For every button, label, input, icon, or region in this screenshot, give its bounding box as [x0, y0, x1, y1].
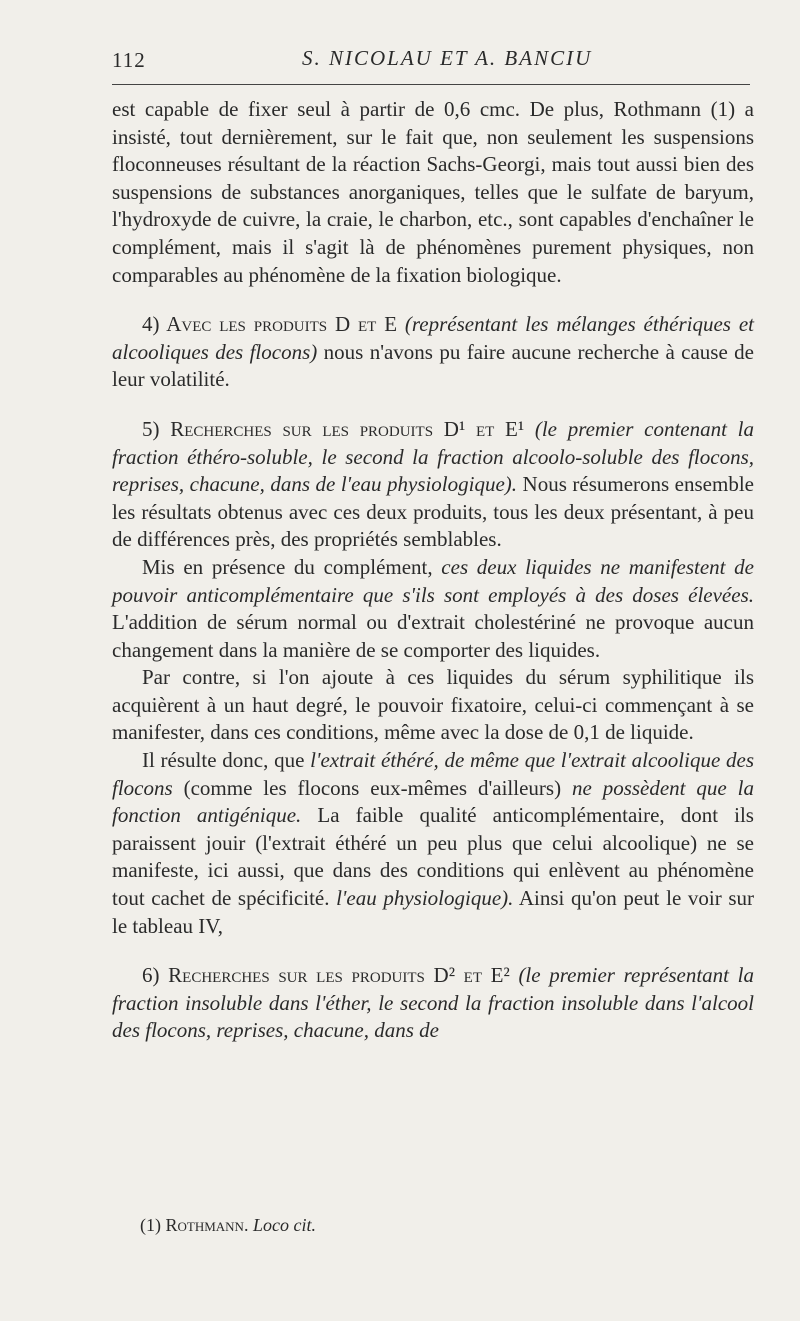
paragraph: est capable de fixer seul à partir de 0,6 cmc. De plus, Rothmann (1) a insisté, tout dernièrement, sur le fait que, non seulement les suspensions floconneuses résultant de la réaction Sachs-Georgi, mais tout aussi bien des suspensions de substances anorganiques, telles que le sulfate de baryum, l'hydroxyde de cuivre, la craie, le charbon, etc., sont capables d'enchaîner le complément, mais il s'agit là de phénomènes purement physiques, non comparables au phénomène de la fixation biologique.	[112, 97, 754, 287]
footnote-marker: (1)	[140, 1215, 161, 1235]
body-text	[112, 96, 754, 1045]
section-heading: 6) Recherches sur les produits D² et E²	[142, 963, 510, 988]
paragraph: Mis en présence du complément, ces deux liquides ne manifestent de pouvoir anticomplémentaire que s'ils sont employés à des doses élevées. L'addition de sérum normal ou d'extrait cholestériné ne provoque aucun changement dans la manière de se comporter des liquides.	[112, 554, 754, 662]
running-head: S. NICOLAU ET A. BANCIU	[302, 46, 593, 70]
footnote-ref: Loco cit.	[252, 1215, 316, 1235]
paragraph-section-4: 4) Avec les produits D et E (représentant les mélanges éthériques et alcooliques des flocons) nous n'avons pu faire aucune recherche à cause de leur volatilité.	[112, 312, 755, 392]
footnote	[140, 1215, 316, 1236]
page-header	[112, 44, 750, 80]
paragraph-section-5: 5) Recherches sur les produits D¹ et E¹ (le premier contenant la fraction éthéro-soluble, le second la fraction alcoolo-soluble des flocons, reprises, chacune, dans de l'eau physiologique). Nous résumerons ensemble les résultats obtenus avec ces deux produits, tous les deux présentant, à peu de différences près, des propriétés semblables.	[112, 416, 754, 552]
section-heading: 4) Avec les produits D et E	[142, 312, 398, 337]
header-rule	[112, 84, 750, 85]
paragraph: Il résulte donc, que l'extrait éthéré, de même que l'extrait alcoolique des flocons (comme les flocons eux-mêmes d'ailleurs) ne possèdent que la fonction antigénique. La faible qualité anticomplémentaire, dont ils paraissent jouir (l'extrait éthéré un peu plus que celui alcoolique) ne se manifeste, ici aussi, que dans des conditions qui enlèvent au phénomène tout cachet de spécificité. l'eau physiologique). Ainsi qu'on peut le voir sur le tableau IV,	[112, 748, 754, 938]
footnote-author: Rothmann.	[165, 1215, 249, 1235]
paragraph-section-6: 6) Recherches sur les produits D² et E² (le premier représentant la fraction insoluble dans l'éther, le second la fraction insoluble dans l'alcool des flocons, reprises, chacune, dans de	[112, 963, 754, 1043]
paragraph: Par contre, si l'on ajoute à ces liquides du sérum syphilitique ils acquièrent à un haut degré, le pouvoir fixatoire, celui-ci commençant à se manifester, dans ces conditions, même avec la dose de 0,1 de liquide.	[112, 665, 754, 745]
section-heading: 5) Recherches sur les produits D¹ et E¹	[142, 416, 525, 441]
page-number: 112	[112, 48, 146, 72]
